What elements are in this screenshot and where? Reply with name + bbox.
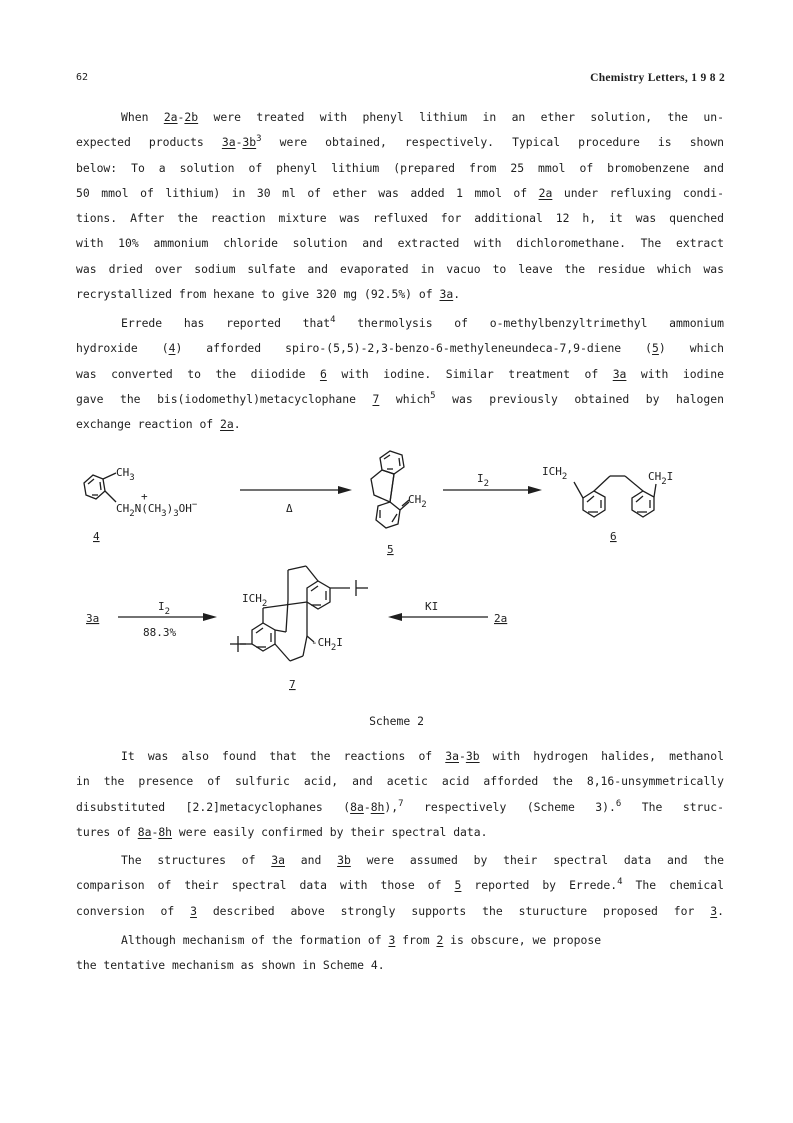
compound-7-structure (230, 566, 368, 661)
text-line: below: To a solution of phenyl lithium (prepared from 25 mmol of bromobenzene and (76, 160, 724, 175)
compound-ref: 3a (439, 287, 454, 302)
text-line: hydroxide (4) afforded spiro-(5,5)-2,3-benzo-6-methyleneundeca-7,9-diene (5) which (76, 341, 725, 356)
compound-ref: 3a (612, 366, 627, 381)
text-line: tions. After the reaction mixture was refluxed for additional 12 h, it was quenched (76, 211, 724, 226)
compound-ref: 3b (242, 135, 257, 150)
iodine-reagent-label-2: $I_2$ (158, 600, 171, 617)
scheme-2-diagram (0, 440, 793, 705)
compound-ref: 6 (319, 366, 327, 381)
compound-ref: 2b (184, 110, 199, 124)
compound-ref: 8h (370, 799, 385, 814)
compound-ref: 3a (445, 749, 459, 763)
compound-5-structure (371, 451, 409, 528)
compound-4-structure (84, 473, 116, 502)
reference-superscript: 5 (430, 391, 436, 402)
ammonium-label: $CH_2N(CH_3)_3OH^-$ (116, 500, 198, 519)
compound-ref: 3b (465, 749, 480, 763)
ki-reagent-label: KI (425, 600, 439, 613)
compound-6-structure (574, 476, 656, 517)
reactant-2a-label: 2a (494, 612, 508, 625)
text-line: recrystallized from hexane to give 320 mg (92.5%) of 3a. (76, 287, 461, 302)
ich2-label-2: $ICH_2$ (242, 592, 268, 609)
compound-ref: 2 (436, 933, 444, 947)
text-line: in the presence of sulfuric acid, and acetic acid afforded the 8,16-unsymmetrically (76, 774, 724, 789)
reference-superscript: 6 (615, 798, 622, 809)
paragraph-procedure (76, 105, 724, 307)
text-line: When 2a-2b were treated with phenyl lithium in an ether solution, the un- (121, 110, 724, 124)
text-line: disubstituted [2.2]metacyclophanes (8a-8h),$^7$ respectively (Scheme 3).$^6$ The struc- (76, 798, 724, 814)
compound-4-label: 4 (93, 530, 100, 543)
text-line: was dried over sodium sulfate and evaporated in vacuo to leave the residue which was (76, 261, 724, 276)
compound-ref: 3b (337, 853, 351, 867)
compound-ref: 8a (137, 824, 152, 839)
text-line: was converted to the diiodide 6 with iodine. Similar treatment of 3a with iodine (76, 366, 725, 381)
compound-ref: 3 (190, 903, 197, 918)
text-line: gave the bis(iodomethyl)metacyclophane 7 which$^5$ was previously obtained by halogen (76, 391, 724, 406)
journal-header: Chemistry Letters, 1 9 8 2 (590, 72, 725, 84)
compound-ref: 3a (221, 135, 236, 150)
compound-ref: 3 (388, 933, 396, 947)
compound-ref: 5 (652, 341, 659, 356)
paragraph-structures (76, 848, 724, 924)
compound-ref: 2a (538, 185, 553, 200)
text-line: expected products $3a-3b^3$ were obtained, respectively. Typical procedure is shown (76, 134, 724, 150)
ch2-label: $CH_2$ (408, 493, 427, 510)
text-line: with 10% ammonium chloride solution and extracted with dichloromethane. The extract (76, 236, 724, 251)
compound-ref: 3a (271, 853, 285, 867)
compound-5-label: 5 (387, 543, 394, 556)
compound-ref: 2a (163, 110, 178, 124)
text-line: the tentative mechanism as shown in Scheme 4. (76, 958, 385, 973)
compound-ref: 5 (454, 878, 462, 893)
ch2i-label-2: $-CH_2I$ (311, 636, 343, 653)
compound-7-label: 7 (289, 678, 296, 691)
reactant-3a-label: 3a (86, 612, 100, 625)
compound-ref: 3 (710, 903, 718, 918)
reference-superscript: 3 (256, 134, 262, 145)
text-line: exchange reaction of 2a. (76, 417, 241, 432)
compound-6-label: 6 (610, 530, 617, 543)
text-line: conversion of 3 described above strongly supports the sturucture proposed for 3. (76, 903, 724, 918)
paragraph-mechanism (76, 928, 724, 979)
text-line: tures of 8a-8h were easily confirmed by their spectral data. (76, 824, 488, 839)
paragraph-hydrogen-halides (76, 744, 724, 845)
paragraph-errede (76, 311, 724, 437)
text-line: It was also found that the reactions of 3a-3b with hydrogen halides, methanol (121, 749, 725, 763)
iodine-reagent-label: $I_2$ (477, 472, 490, 489)
scheme-caption: Scheme 2 (369, 714, 424, 728)
compound-ref: 8a (350, 799, 364, 814)
reference-superscript: 7 (398, 798, 404, 809)
yield-label: 88.3% (143, 626, 177, 639)
text-line: comparison of their spectral data with those of 5 reported by Errede.$^4$ The chemical (76, 877, 724, 893)
ch2i-label: $CH_2I$ (648, 470, 674, 487)
text-line: 50 mmol of lithium) in 30 ml of ether was added 1 mmol of 2a under refluxing condi- (76, 185, 724, 200)
ich2-label: $ICH_2$ (542, 465, 568, 482)
compound-ref: 2a (220, 417, 234, 432)
reference-superscript: 4 (617, 877, 623, 888)
compound-ref: 8h (158, 824, 173, 839)
delta-label: Δ (286, 502, 293, 515)
reference-superscript: 4 (330, 315, 336, 326)
compound-ref: 7 (372, 391, 380, 406)
ch3-label: $CH_3$ (116, 466, 135, 483)
plus-charge: + (141, 490, 148, 503)
text-line: Errede has reported that$^4$ thermolysis of o-methylbenzyltrimethyl ammonium (121, 315, 724, 330)
text-line: Although mechanism of the formation of 3 from 2 is obscure, we propose (121, 933, 602, 947)
page-number: 62 (76, 72, 89, 83)
compound-ref: 4 (168, 341, 176, 356)
text-line: The structures of 3a and 3b were assumed by their spectral data and the (121, 853, 724, 867)
